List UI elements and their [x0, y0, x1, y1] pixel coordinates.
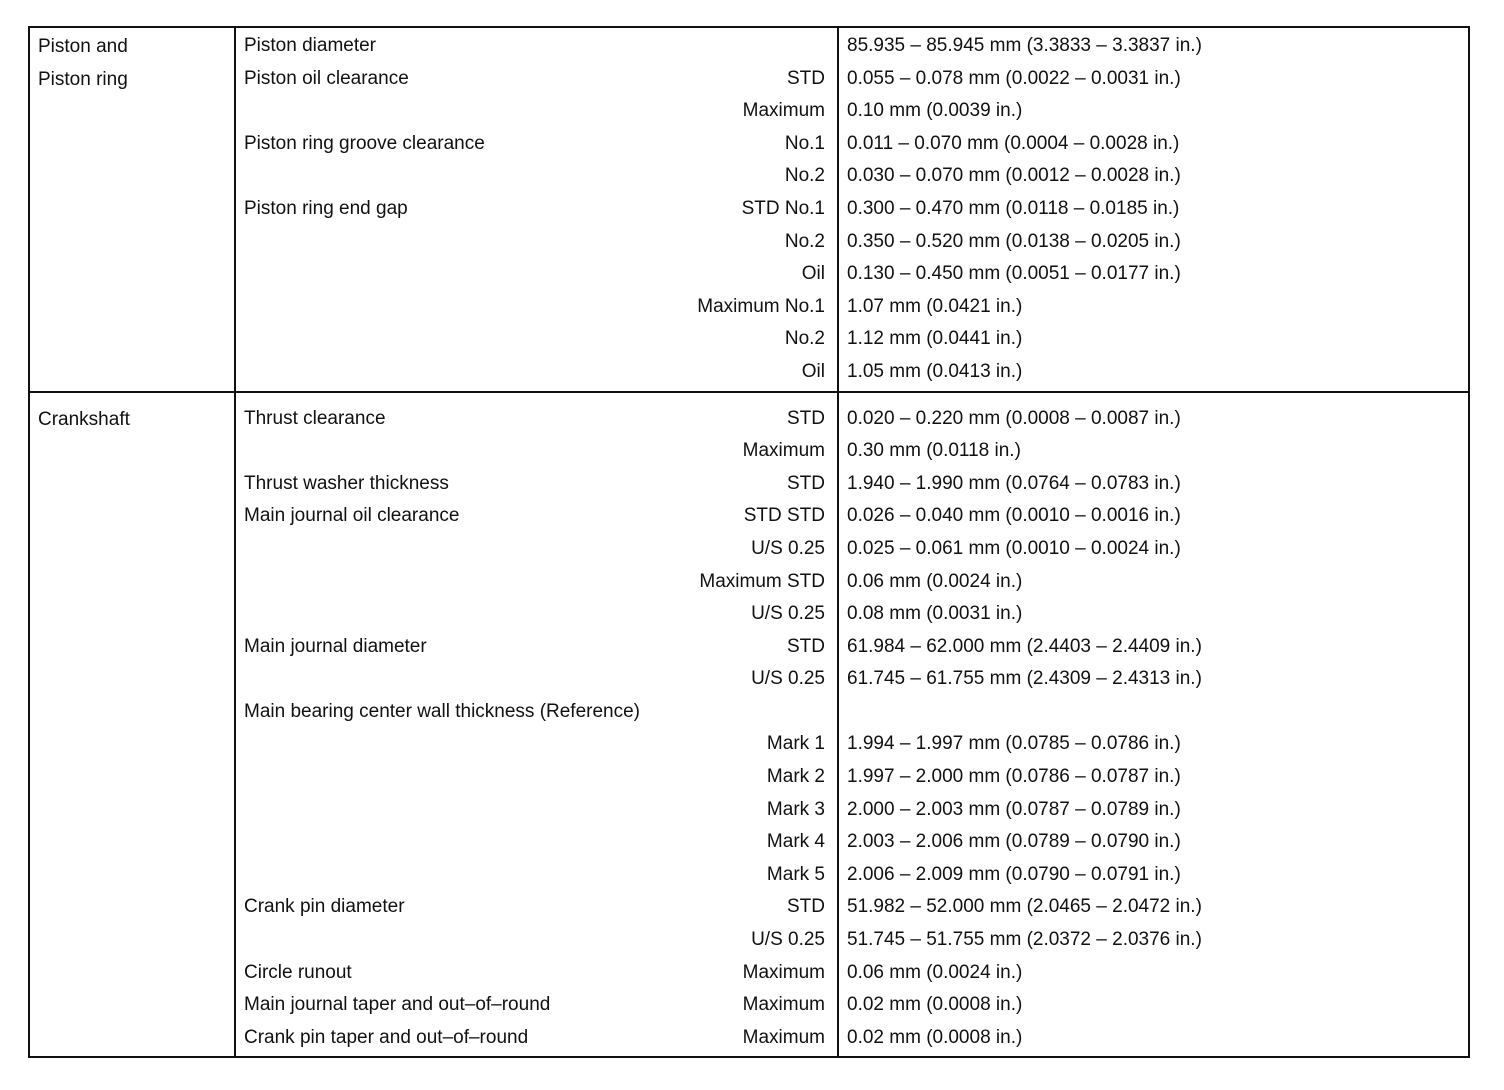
spec-row	[236, 794, 837, 827]
spec-condition: Mark 4	[766, 831, 825, 853]
spec-condition: Maximum STD	[699, 570, 825, 592]
spec-condition: Maximum No.1	[697, 295, 825, 317]
spec-row	[236, 95, 837, 128]
spec-value: 0.026 – 0.040 mm (0.0010 – 0.0016 in.)	[847, 505, 1181, 527]
spec-value: 0.030 – 0.070 mm (0.0012 – 0.0028 in.)	[847, 165, 1181, 187]
spec-value: 0.06 mm (0.0024 in.)	[847, 570, 1023, 592]
section-title-line: Crankshaft	[38, 408, 130, 430]
spec-condition: Mark 5	[766, 863, 825, 885]
spec-item-label: Circle runout	[244, 961, 352, 983]
spec-item-label: Main journal oil clearance	[244, 505, 460, 527]
spec-row	[236, 193, 837, 226]
spec-item-label: Piston oil clearance	[244, 67, 409, 89]
spec-item-label	[244, 95, 743, 128]
spec-condition: STD	[787, 896, 825, 918]
spec-row	[236, 598, 837, 631]
spec-value: 1.07 mm (0.0421 in.)	[847, 295, 1023, 317]
spec-value: 0.011 – 0.070 mm (0.0004 – 0.0028 in.)	[847, 132, 1180, 154]
spec-row	[236, 30, 837, 63]
spec-condition: STD No.1	[741, 197, 825, 219]
spec-row	[236, 924, 837, 957]
spec-row	[236, 500, 837, 533]
spec-item-label	[244, 566, 699, 599]
spec-row	[236, 258, 837, 291]
spec-value: 2.006 – 2.009 mm (0.0790 – 0.0791 in.)	[847, 863, 1181, 885]
spec-value: 61.745 – 61.755 mm (2.4309 – 2.4313 in.)	[847, 668, 1202, 690]
spec-condition: U/S 0.25	[751, 603, 825, 625]
spec-condition: STD STD	[743, 505, 825, 527]
spec-condition: Maximum	[742, 961, 825, 983]
spec-row	[236, 631, 837, 664]
spec-item-label	[244, 356, 802, 389]
spec-condition: STD	[787, 635, 825, 657]
spec-item-label: Crank pin taper and out–of–round	[244, 1026, 529, 1048]
spec-row	[236, 728, 837, 761]
spec-condition: Maximum	[742, 100, 825, 122]
spec-row	[236, 226, 837, 259]
spec-item-label	[244, 258, 802, 291]
spec-item-label: Piston diameter	[244, 35, 377, 56]
spec-value: 51.745 – 51.755 mm (2.0372 – 2.0376 in.)	[847, 929, 1202, 951]
spec-item-label	[244, 160, 785, 193]
section-piston	[29, 27, 1469, 392]
spec-item-label: Main bearing center wall thickness (Reference)	[244, 700, 641, 722]
spec-value: 51.982 – 52.000 mm (2.0465 – 2.0472 in.)	[847, 896, 1202, 918]
spec-row	[236, 663, 837, 696]
spec-item-label	[244, 291, 697, 324]
section-title-line: Piston and	[38, 36, 128, 57]
spec-row	[236, 291, 837, 324]
spec-condition: U/S 0.25	[751, 537, 825, 559]
spec-row	[236, 696, 837, 729]
spec-item-label	[244, 924, 751, 957]
spec-item-label	[244, 826, 767, 859]
spec-row	[236, 403, 837, 436]
spec-item-label	[244, 794, 767, 827]
spec-row	[236, 859, 837, 892]
items-column	[235, 27, 838, 392]
spec-item-label: Piston ring groove clearance	[244, 132, 485, 154]
spec-row	[236, 566, 837, 599]
spec-condition: U/S 0.25	[751, 929, 825, 951]
spec-value: 0.020 – 0.220 mm (0.0008 – 0.0087 in.)	[847, 407, 1181, 429]
spec-value: 1.12 mm (0.0441 in.)	[847, 328, 1023, 350]
spec-row	[236, 533, 837, 566]
spec-item-label	[244, 598, 751, 631]
spec-condition: No.2	[784, 230, 825, 252]
spec-condition: U/S 0.25	[751, 668, 825, 690]
spec-row	[236, 160, 837, 193]
spec-row	[236, 761, 837, 794]
spec-condition: Maximum	[742, 440, 825, 462]
spec-value: 1.997 – 2.000 mm (0.0786 – 0.0787 in.)	[847, 766, 1181, 788]
values-column	[838, 392, 1469, 1058]
spec-condition: Maximum	[742, 1026, 825, 1048]
spec-value	[839, 696, 1468, 729]
spec-row	[236, 891, 837, 924]
spec-row	[236, 989, 837, 1022]
spec-value: 0.06 mm (0.0024 in.)	[847, 961, 1023, 983]
spec-item-label	[244, 533, 751, 566]
spec-item-label: Crank pin diameter	[244, 896, 405, 918]
spec-row	[236, 957, 837, 990]
spec-condition: No.2	[784, 328, 825, 350]
spec-value: 0.10 mm (0.0039 in.)	[847, 100, 1023, 122]
spec-condition: Maximum	[742, 994, 825, 1016]
spec-item-label: Main journal taper and out–of–round	[244, 994, 551, 1016]
values-column	[838, 27, 1469, 392]
spec-value: 85.935 – 85.945 mm (3.3833 – 3.3837 in.)	[847, 35, 1202, 56]
spec-row	[236, 63, 837, 96]
spec-item-label	[244, 663, 751, 696]
spec-value: 2.003 – 2.006 mm (0.0789 – 0.0790 in.)	[847, 831, 1181, 853]
spec-condition: No.2	[784, 165, 825, 187]
spec-item-label: Piston ring end gap	[244, 197, 408, 219]
spec-item-label	[244, 435, 743, 468]
spec-value: 1.05 mm (0.0413 in.)	[847, 360, 1023, 382]
section-title-line: Piston ring	[38, 69, 128, 90]
spec-value: 1.940 – 1.990 mm (0.0764 – 0.0783 in.)	[847, 472, 1181, 494]
spec-value: 0.02 mm (0.0008 in.)	[847, 994, 1023, 1016]
specifications-table	[28, 26, 1470, 1058]
spec-row	[236, 826, 837, 859]
spec-row	[236, 1022, 837, 1055]
spec-item-label: Thrust clearance	[244, 407, 386, 429]
spec-item-label	[244, 761, 767, 794]
section-title	[29, 392, 235, 1058]
spec-value: 1.994 – 1.997 mm (0.0785 – 0.0786 in.)	[847, 733, 1181, 755]
spec-condition: No.1	[784, 132, 825, 154]
spec-condition: Oil	[801, 360, 825, 382]
spec-condition: Oil	[801, 263, 825, 285]
spec-item-label	[244, 728, 767, 761]
spec-value: 0.025 – 0.061 mm (0.0010 – 0.0024 in.)	[847, 537, 1181, 559]
spec-condition: Mark 1	[766, 733, 825, 755]
spec-item-label: Main journal diameter	[244, 635, 427, 657]
spec-row	[236, 468, 837, 501]
spec-value: 0.30 mm (0.0118 in.)	[847, 440, 1021, 462]
spec-value: 2.000 – 2.003 mm (0.0787 – 0.0789 in.)	[847, 798, 1181, 820]
spec-row	[236, 323, 837, 356]
spec-condition: STD	[787, 407, 825, 429]
items-column	[235, 392, 838, 1058]
spec-item-label: Thrust washer thickness	[244, 472, 449, 494]
spec-item-label	[244, 226, 785, 259]
spec-row	[236, 435, 837, 468]
spec-value: 0.02 mm (0.0008 in.)	[847, 1026, 1023, 1048]
spec-condition: STD	[787, 67, 825, 89]
spec-condition: Mark 2	[766, 766, 825, 788]
spec-value: 0.08 mm (0.0031 in.)	[847, 603, 1023, 625]
spec-condition: Mark 3	[766, 798, 825, 820]
section-crankshaft	[29, 392, 1469, 1058]
spec-value: 0.055 – 0.078 mm (0.0022 – 0.0031 in.)	[847, 67, 1181, 89]
spec-item-label	[244, 859, 767, 892]
spec-condition: STD	[787, 472, 825, 494]
spec-item-label	[244, 323, 785, 356]
spec-value: 0.350 – 0.520 mm (0.0138 – 0.0205 in.)	[847, 230, 1181, 252]
spec-value: 0.300 – 0.470 mm (0.0118 – 0.0185 in.)	[847, 197, 1180, 219]
spec-row	[236, 128, 837, 161]
spec-row	[236, 356, 837, 389]
spec-value: 61.984 – 62.000 mm (2.4403 – 2.4409 in.)	[847, 635, 1202, 657]
spec-value: 0.130 – 0.450 mm (0.0051 – 0.0177 in.)	[847, 263, 1181, 285]
section-title	[29, 27, 235, 392]
